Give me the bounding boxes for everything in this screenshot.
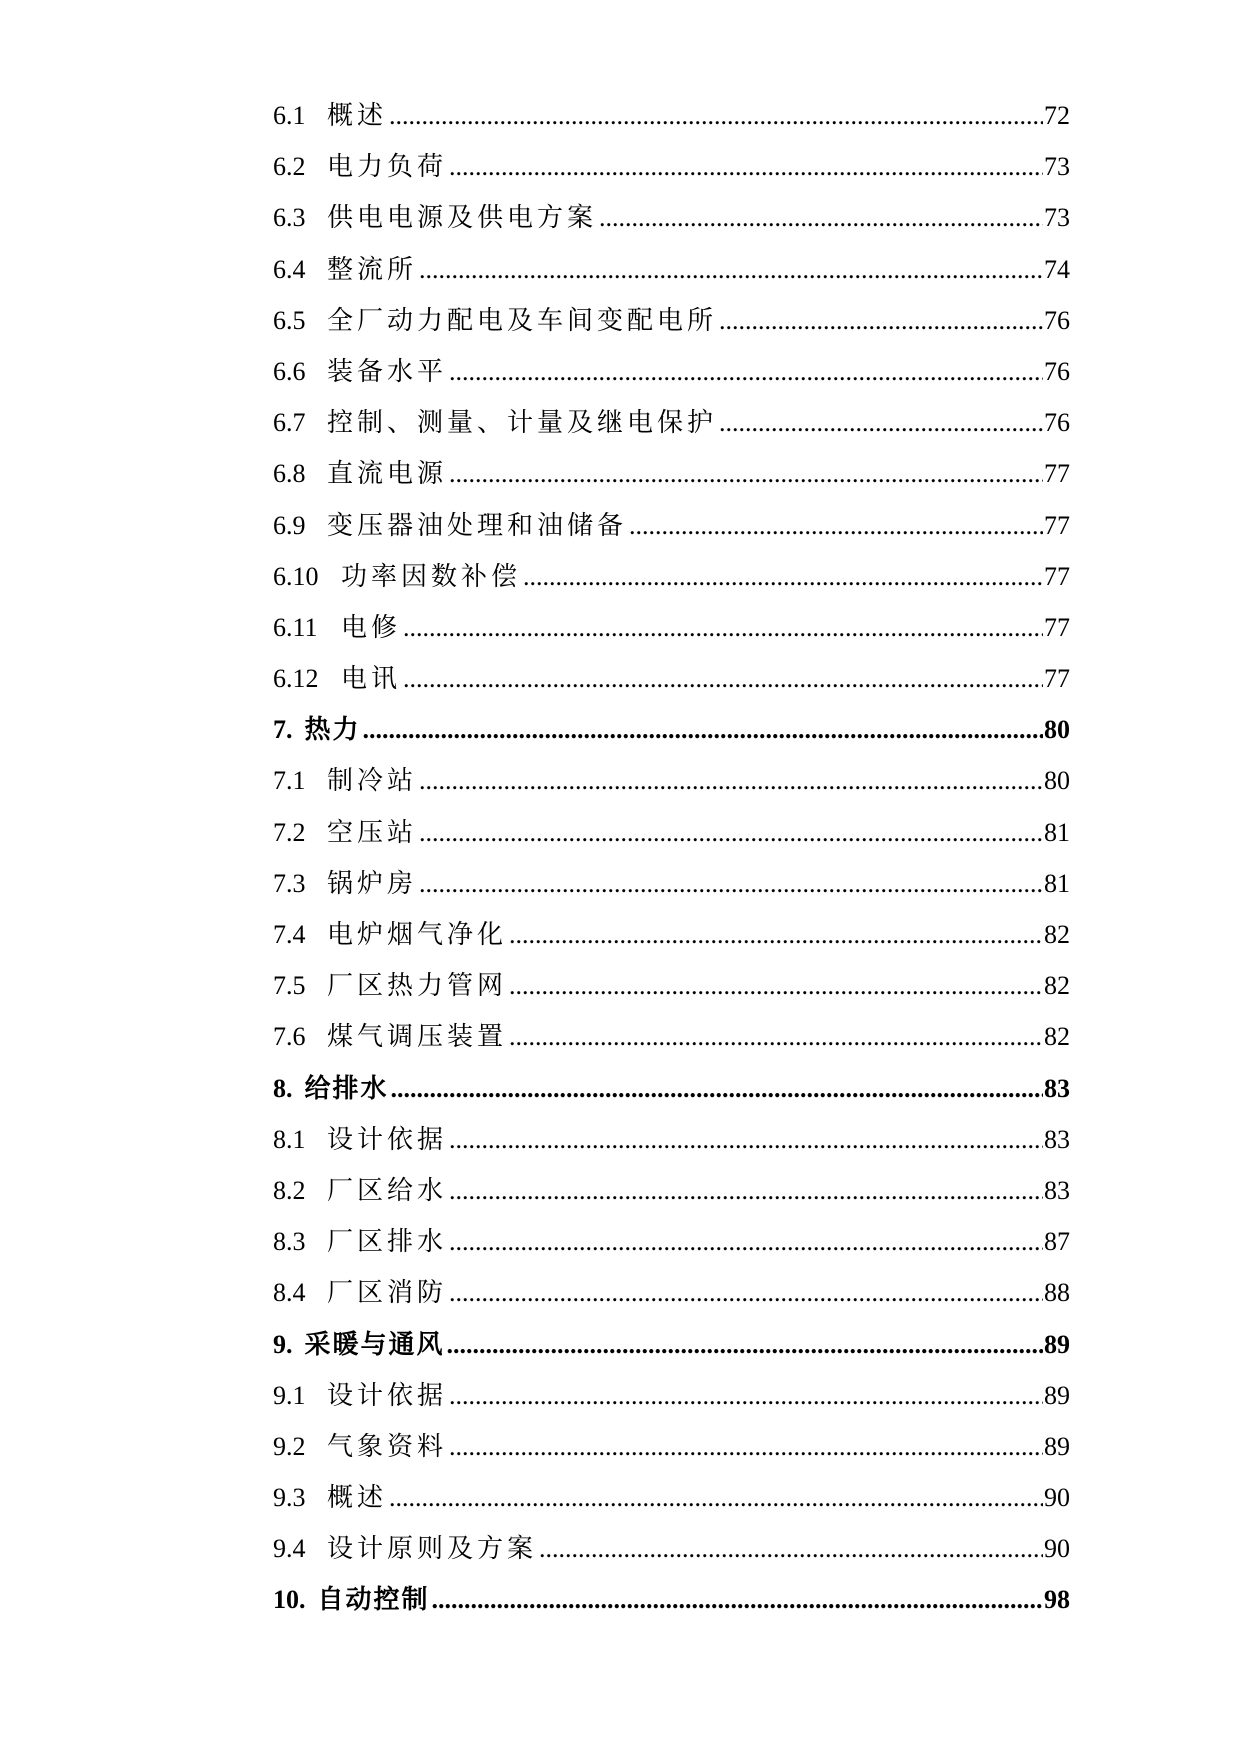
toc-section-entry[interactable] — [273, 960, 1070, 1011]
toc-entry-page-number: 98 — [1044, 1585, 1070, 1615]
dot-leader — [403, 653, 1043, 704]
toc-chapter-entry[interactable] — [273, 1063, 1070, 1114]
toc-entry-number: 8.4 — [273, 1278, 306, 1308]
toc-entry-title: 设计依据 — [327, 1380, 448, 1410]
toc-section-entry[interactable] — [273, 755, 1070, 806]
dot-leader — [449, 141, 1043, 192]
toc-entry-number: 7.2 — [273, 817, 306, 847]
toc-entry-number: 6.3 — [273, 203, 306, 233]
toc-entry-number: 9.1 — [273, 1380, 306, 1410]
dot-leader — [419, 858, 1043, 909]
toc-entry-number: 6.11 — [273, 612, 318, 642]
toc-entry-page-number: 77 — [1044, 612, 1070, 642]
toc-section-entry[interactable] — [273, 909, 1070, 960]
toc-entry-title: 整流所 — [327, 254, 418, 284]
toc-entry-page-number: 90 — [1044, 1534, 1070, 1564]
toc-entry-page-number: 80 — [1044, 715, 1070, 745]
toc-entry-title: 厂区热力管网 — [327, 971, 508, 1001]
toc-entry-page-number: 83 — [1044, 1073, 1070, 1103]
toc-section-entry[interactable] — [273, 397, 1070, 448]
dot-leader — [719, 295, 1043, 346]
toc-section-entry[interactable] — [273, 1267, 1070, 1318]
toc-entry-number: 7.3 — [273, 868, 306, 898]
dot-leader — [389, 1472, 1043, 1523]
toc-entry-title: 电力负荷 — [327, 152, 448, 182]
toc-entry-title: 全厂动力配电及车间变配电所 — [327, 305, 718, 335]
toc-section-entry[interactable] — [273, 141, 1070, 192]
dot-leader — [509, 960, 1043, 1011]
toc-section-entry[interactable] — [273, 90, 1070, 141]
toc-entry-title: 变压器油处理和油储备 — [327, 510, 628, 540]
toc-entry-title: 厂区给水 — [327, 1175, 448, 1205]
dot-leader — [449, 1114, 1043, 1165]
toc-entry-number: 6.12 — [273, 664, 319, 694]
toc-entry-title: 电讯 — [341, 664, 402, 694]
toc-entry-title: 厂区消防 — [327, 1278, 448, 1308]
dot-leader — [363, 704, 1043, 755]
toc-chapter-entry[interactable] — [273, 1319, 1070, 1370]
dot-leader — [509, 909, 1043, 960]
toc-entry-number: 9.4 — [273, 1534, 306, 1564]
toc-entry-title: 电炉烟气净化 — [327, 920, 508, 949]
toc-entry-title: 采暖与通风 — [304, 1329, 445, 1359]
toc-chapter-entry[interactable] — [273, 1574, 1070, 1625]
toc-section-entry[interactable] — [273, 192, 1070, 243]
toc-entry-number: 6.1 — [273, 101, 306, 130]
toc-section-entry[interactable] — [273, 1114, 1070, 1165]
toc-section-entry[interactable] — [273, 500, 1070, 551]
dot-leader — [449, 1216, 1043, 1267]
dot-leader — [449, 448, 1043, 499]
dot-leader — [449, 1267, 1043, 1318]
dot-leader — [449, 346, 1043, 397]
toc-entry-page-number: 83 — [1044, 1124, 1070, 1154]
toc-entry-number: 6.6 — [273, 356, 306, 386]
toc-entry-page-number: 82 — [1044, 920, 1070, 949]
toc-section-entry[interactable] — [273, 1472, 1070, 1523]
toc-section-entry[interactable] — [273, 1165, 1070, 1216]
toc-entry-page-number: 90 — [1044, 1483, 1070, 1513]
toc-entry-page-number: 89 — [1044, 1380, 1070, 1410]
toc-entry-title: 煤气调压装置 — [327, 1022, 508, 1052]
dot-leader — [391, 1063, 1043, 1114]
dot-leader — [447, 1319, 1043, 1370]
toc-entry-title: 概述 — [327, 1483, 388, 1513]
toc-entry-number: 7. — [273, 715, 293, 745]
dot-leader — [432, 1574, 1043, 1625]
toc-section-entry[interactable] — [273, 295, 1070, 346]
toc-entry-page-number: 77 — [1044, 561, 1070, 591]
toc-entry-title: 自动控制 — [317, 1585, 430, 1615]
toc-entry-page-number: 89 — [1044, 1431, 1070, 1461]
toc-entry-number: 6.9 — [273, 510, 306, 540]
toc-entry-number: 6.5 — [273, 305, 306, 335]
toc-entry-number: 8.2 — [273, 1175, 306, 1205]
toc-entry-title: 直流电源 — [327, 459, 448, 489]
dot-leader — [419, 244, 1043, 295]
toc-entry-title: 热力 — [304, 715, 361, 745]
toc-entry-page-number: 73 — [1044, 203, 1070, 233]
toc-entry-page-number: 82 — [1044, 1022, 1070, 1052]
toc-entry-number: 7.6 — [273, 1022, 306, 1052]
toc-entry-title: 电修 — [341, 612, 402, 642]
toc-entry-title: 功率因数补偿 — [341, 561, 522, 591]
toc-entry-number: 8.3 — [273, 1227, 306, 1257]
toc-entry-title: 厂区排水 — [327, 1227, 448, 1257]
toc-section-entry[interactable] — [273, 653, 1070, 704]
toc-entry-page-number: 81 — [1044, 868, 1070, 898]
toc-entry-title: 空压站 — [327, 817, 418, 847]
toc-chapter-entry[interactable] — [273, 704, 1070, 755]
toc-entry-title: 装备水平 — [327, 356, 448, 386]
toc-entry-page-number: 76 — [1044, 356, 1070, 386]
toc-entry-number: 9.3 — [273, 1483, 306, 1513]
toc-entry-number: 6.2 — [273, 152, 306, 182]
toc-entry-page-number: 74 — [1044, 254, 1070, 284]
toc-entry-page-number: 77 — [1044, 664, 1070, 694]
toc-entry-title: 给排水 — [304, 1073, 389, 1103]
toc-entry-number: 8.1 — [273, 1124, 306, 1154]
toc-section-entry[interactable] — [273, 346, 1070, 397]
toc-entry-number: 9.2 — [273, 1431, 306, 1461]
toc-entry-page-number: 89 — [1044, 1329, 1070, 1359]
toc-section-entry[interactable] — [273, 448, 1070, 499]
toc-section-entry[interactable] — [273, 602, 1070, 653]
dot-leader — [719, 397, 1043, 448]
toc-section-entry[interactable] — [273, 1523, 1070, 1574]
toc-section-entry[interactable] — [273, 551, 1070, 602]
toc-section-entry[interactable] — [273, 1011, 1070, 1062]
toc-entry-number: 7.4 — [273, 920, 306, 949]
table-of-contents — [273, 90, 1070, 1626]
toc-entry-title: 供电电源及供电方案 — [327, 203, 598, 233]
toc-entry-title: 控制、测量、计量及继电保护 — [327, 408, 718, 438]
dot-leader — [419, 807, 1043, 858]
toc-section-entry[interactable] — [273, 1421, 1070, 1472]
dot-leader — [449, 1421, 1043, 1472]
toc-section-entry[interactable] — [273, 858, 1070, 909]
dot-leader — [449, 1370, 1043, 1421]
dot-leader — [629, 500, 1043, 551]
toc-entry-number: 7.1 — [273, 766, 306, 796]
toc-entry-page-number: 80 — [1044, 766, 1070, 796]
dot-leader — [523, 551, 1043, 602]
toc-entry-title: 设计原则及方案 — [327, 1534, 538, 1564]
toc-section-entry[interactable] — [273, 1370, 1070, 1421]
toc-entry-page-number: 82 — [1044, 971, 1070, 1001]
toc-entry-title: 概述 — [327, 101, 388, 130]
toc-entry-page-number: 87 — [1044, 1227, 1070, 1257]
toc-entry-title: 设计依据 — [327, 1124, 448, 1154]
dot-leader — [509, 1011, 1043, 1062]
toc-entry-page-number: 88 — [1044, 1278, 1070, 1308]
toc-entry-page-number: 77 — [1044, 510, 1070, 540]
toc-entry-page-number: 73 — [1044, 152, 1070, 182]
dot-leader — [539, 1523, 1043, 1574]
toc-section-entry[interactable] — [273, 807, 1070, 858]
toc-entry-title: 气象资料 — [327, 1431, 448, 1461]
toc-entry-title: 锅炉房 — [327, 868, 418, 898]
toc-entry-page-number: 72 — [1044, 101, 1070, 130]
toc-entry-number: 6.8 — [273, 459, 306, 489]
dot-leader — [403, 602, 1043, 653]
toc-entry-number: 6.4 — [273, 254, 306, 284]
toc-entry-number: 7.5 — [273, 971, 306, 1001]
toc-entry-page-number: 81 — [1044, 817, 1070, 847]
toc-entry-title: 制冷站 — [327, 766, 418, 796]
toc-entry-number: 8. — [273, 1073, 293, 1103]
toc-entry-number: 10. — [273, 1585, 306, 1615]
toc-entry-page-number: 76 — [1044, 305, 1070, 335]
dot-leader — [389, 90, 1043, 141]
toc-entry-number: 6.10 — [273, 561, 319, 591]
toc-section-entry[interactable] — [273, 244, 1070, 295]
toc-entry-page-number: 77 — [1044, 459, 1070, 489]
toc-entry-number: 6.7 — [273, 408, 306, 438]
toc-entry-page-number: 83 — [1044, 1175, 1070, 1205]
dot-leader — [599, 192, 1043, 243]
dot-leader — [449, 1165, 1043, 1216]
toc-section-entry[interactable] — [273, 1216, 1070, 1267]
toc-entry-page-number: 76 — [1044, 408, 1070, 438]
toc-entry-number: 9. — [273, 1329, 293, 1359]
dot-leader — [419, 755, 1043, 806]
